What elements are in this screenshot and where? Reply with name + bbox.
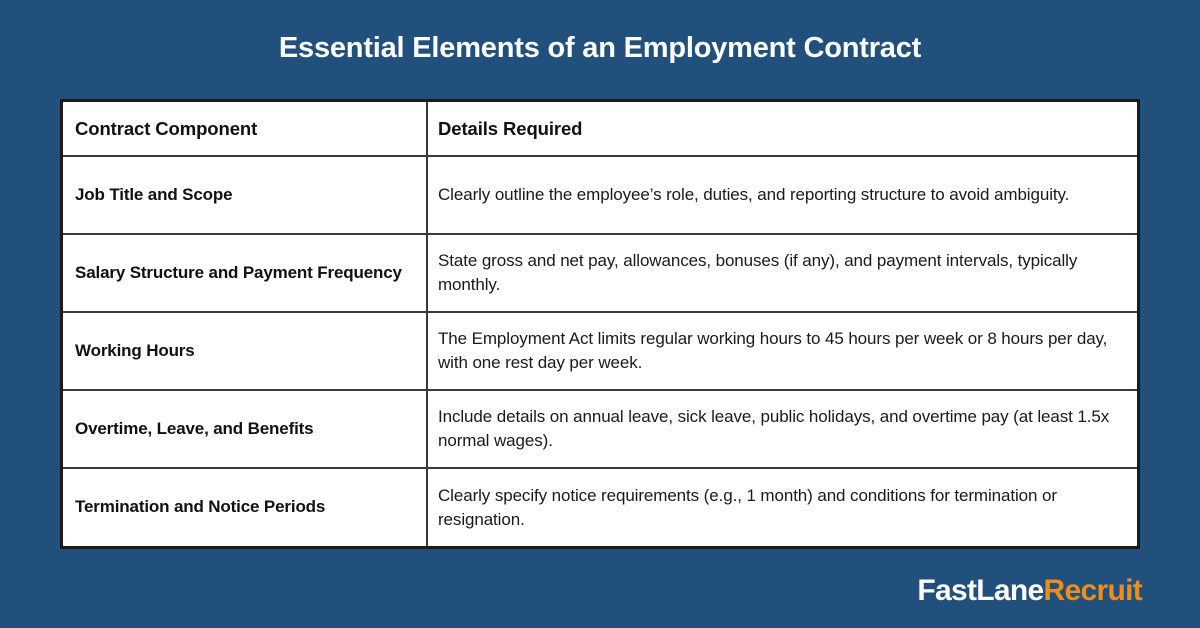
table-cell-details (427, 234, 1137, 312)
table-row (63, 156, 1137, 234)
column-header-contract-component: Contract Component (75, 118, 258, 139)
table-cell-details (427, 390, 1137, 468)
component-name: Salary Structure and Payment Frequency (75, 262, 402, 282)
page-title: Essential Elements of an Employment Contract (278, 31, 922, 64)
table-cell-component (63, 468, 427, 546)
table-header-row (63, 102, 1137, 156)
component-name: Termination and Notice Periods (75, 497, 326, 517)
table-cell-component (63, 390, 427, 468)
table-header-cell-details (427, 102, 1137, 156)
component-details: State gross and net pay, allowances, bonuses (if any), and payment intervals, typically monthly. (438, 251, 1078, 295)
component-details: Include details on annual leave, sick leave, public holidays, and overtime pay (at least 1.5x normal wages). (438, 407, 1110, 451)
component-name: Working Hours (75, 340, 195, 360)
title-container (0, 0, 1200, 96)
column-header-details-required: Details Required (438, 118, 583, 139)
table-cell-details (427, 468, 1137, 546)
table-header-cell-component (63, 102, 427, 156)
component-details: Clearly outline the employee’s role, duties, and reporting structure to avoid ambiguity. (438, 185, 1070, 205)
table-cell-details (427, 156, 1137, 234)
table-row (63, 234, 1137, 312)
table-row (63, 312, 1137, 390)
table-cell-component (63, 312, 427, 390)
component-details: The Employment Act limits regular working hours to 45 hours per week or 8 hours per day, with one rest day per week. (438, 329, 1108, 373)
contract-table (63, 102, 1137, 546)
table-cell-component (63, 234, 427, 312)
brand-logo-fastlane: FastLane (917, 574, 1044, 607)
table-cell-component (63, 156, 427, 234)
contract-table-container (60, 99, 1140, 549)
brand-logo (917, 576, 1142, 606)
table-body (63, 102, 1137, 546)
component-details: Clearly specify notice requirements (e.g., 1 month) and conditions for termination or resignation. (438, 485, 1057, 529)
table-row (63, 468, 1137, 546)
component-name: Overtime, Leave, and Benefits (75, 418, 314, 438)
component-name: Job Title and Scope (75, 184, 233, 204)
table-row (63, 390, 1137, 468)
brand-logo-recruit: Recruit (1043, 574, 1142, 607)
table-cell-details (427, 312, 1137, 390)
